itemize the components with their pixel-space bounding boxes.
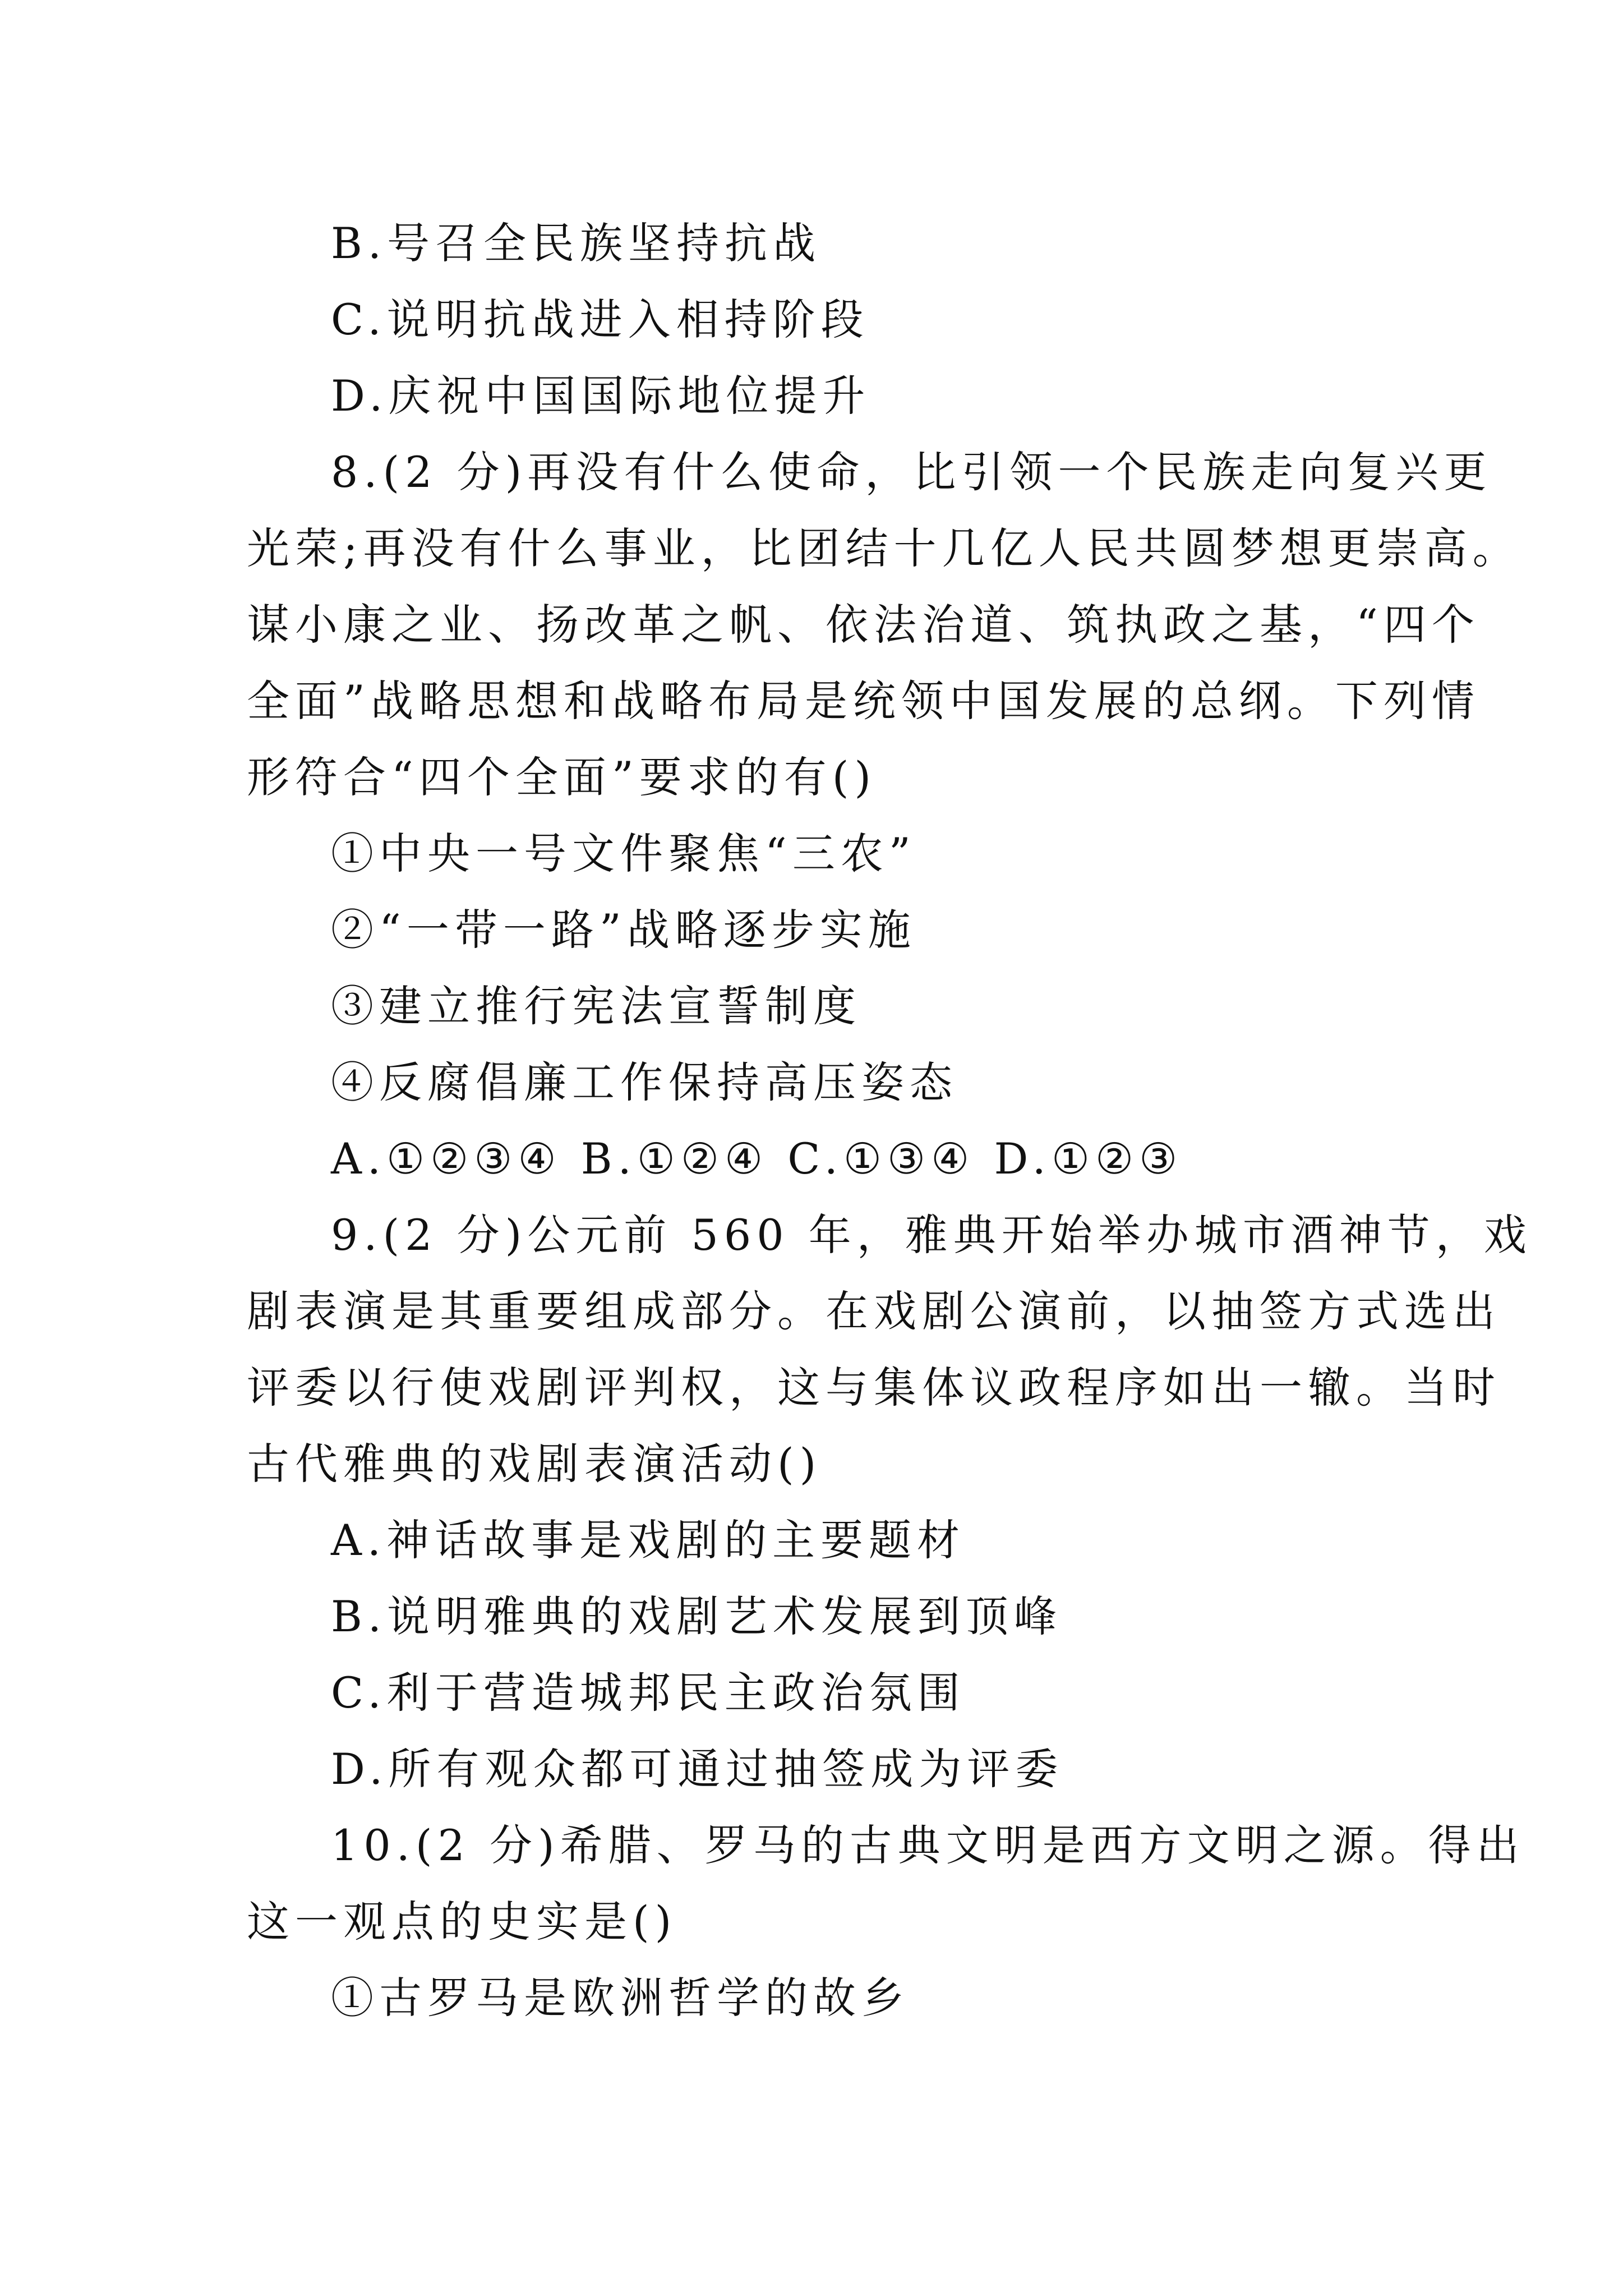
q9-stem-line-4: 古代雅典的戏剧表演活动() (247, 1439, 822, 1489)
q9-option-b: B.说明雅典的戏剧艺术发展到顶峰 (331, 1591, 1063, 1641)
q10-stem-line-1: 10.(2 分)希腊、罗马的古典文明是西方文明之源。得出 (331, 1820, 1525, 1870)
q8-stem-line-1: 8.(2 分)再没有什么使命，比引领一个民族走向复兴更 (331, 447, 1492, 497)
q8-stem-line-3: 谋小康之业、扬改革之帆、依法治道、筑执政之基，“四个 (247, 600, 1480, 650)
q9-stem-line-1: 9.(2 分)公元前 560 年，雅典开始举办城市酒神节，戏 (331, 1210, 1532, 1260)
q8-item-3: ③建立推行宪法宣誓制度 (331, 981, 861, 1031)
q9-option-d: D.所有观众都可通过抽签成为评委 (331, 1744, 1064, 1794)
q9-option-a: A.神话故事是戏剧的主要题材 (331, 1515, 966, 1565)
q8-item-4: ④反腐倡廉工作保持高压姿态 (331, 1057, 958, 1107)
q8-options: A.①②③④ B.①②④ C.①③④ D.①②③ (331, 1134, 1183, 1184)
q10-stem-line-2: 这一观点的史实是() (247, 1897, 677, 1947)
q8-item-1: ①中央一号文件聚焦“三农” (331, 829, 916, 878)
q8-stem-line-5: 形符合“四个全面”要求的有() (247, 752, 877, 802)
q9-stem-line-2: 剧表演是其重要组成部分。在戏剧公演前，以抽签方式选出 (247, 1286, 1501, 1336)
q7-option-c: C.说明抗战进入相持阶段 (331, 295, 869, 344)
q7-option-b: B.号召全民族坚持抗战 (331, 218, 822, 268)
q7-option-d: D.庆祝中国国际地位提升 (331, 371, 871, 421)
q9-option-c: C.利于营造城邦民主政治氛围 (331, 1668, 966, 1718)
q8-stem-line-2: 光荣;再没有什么事业，比团结十几亿人民共圆梦想更崇高。 (247, 523, 1521, 573)
q10-item-1: ①古罗马是欧洲哲学的故乡 (331, 1973, 910, 2023)
q8-item-2: ②“一带一路”战略逐步实施 (331, 905, 916, 955)
q8-stem-line-4: 全面”战略思想和战略布局是统领中国发展的总纲。下列情 (247, 676, 1480, 726)
q9-stem-line-3: 评委以行使戏剧评判权，这与集体议政程序如出一辙。当时 (247, 1363, 1501, 1412)
